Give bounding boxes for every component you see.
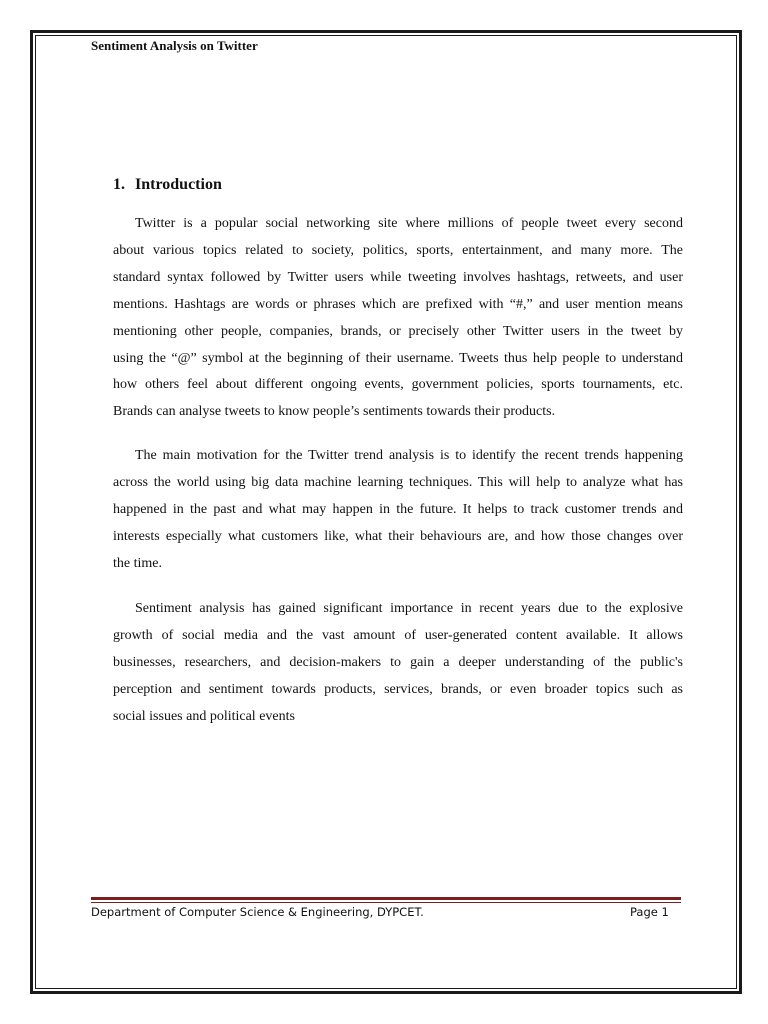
paragraph-line: mentioning other people, companies, brands, or precisely other Twitter users in the tweet by — [113, 323, 683, 339]
paragraph-line: Twitter is a popular social networking site where millions of people tweet every second — [135, 216, 683, 231]
paragraph-line: Sentiment analysis has gained significant importance in recent years due to the explosive — [135, 601, 683, 616]
footer-rule-thin — [91, 902, 681, 903]
paragraph-line: how others feel about different ongoing events, government policies, sports tournaments, etc. — [113, 377, 683, 393]
paragraph-line: Brands can analyse tweets to know people’s sentiments towards their products. — [113, 404, 556, 420]
paragraph-2 — [113, 443, 683, 578]
paragraph-line: about various topics related to society, politics, sports, entertainment, and many more. The — [113, 242, 683, 258]
paragraph-line: the time. — [113, 555, 162, 571]
running-header-title: Sentiment Analysis on Twitter — [91, 38, 258, 53]
paragraph-line: growth of social media and the vast amount of user-generated content available. It allows — [113, 627, 683, 643]
paragraph-line: happened in the past and what may happen in the future. It helps to track customer trends and — [113, 501, 683, 517]
paragraph-3 — [113, 596, 683, 731]
paragraph-line: across the world using big data machine learning techniques. This will help to analyze what has — [113, 474, 683, 490]
footer-department: Department of Computer Science & Engineering, DYPCET. — [91, 905, 424, 919]
footer-page-number: Page 1 — [630, 905, 669, 919]
paragraph-line: perception and sentiment towards products, services, brands, or even broader topics such as — [113, 681, 683, 697]
paragraph-line: The main motivation for the Twitter trend analysis is to identify the recent trends happening — [135, 448, 683, 463]
paragraph-line: using the “@” symbol at the beginning of their username. Tweets thus help people to understand — [113, 350, 683, 366]
footer-rule-thick — [91, 897, 681, 900]
section-number: 1. — [113, 176, 125, 193]
paragraph-line: social issues and political events — [113, 708, 295, 724]
section-heading — [113, 176, 222, 194]
paragraph-1 — [113, 211, 683, 426]
paragraph-line: standard syntax followed by Twitter users while tweeting involves hashtags, retweets, and user — [113, 269, 683, 285]
paragraph-line: businesses, researchers, and decision-makers to gain a deeper understanding of the public's — [113, 654, 683, 670]
paragraph-line: mentions. Hashtags are words or phrases which are prefixed with “#,” and user mention means — [113, 296, 683, 312]
section-title: Introduction — [135, 176, 222, 193]
paragraph-line: interests especially what customers like, what their behaviours are, and how those changes over — [113, 528, 683, 544]
